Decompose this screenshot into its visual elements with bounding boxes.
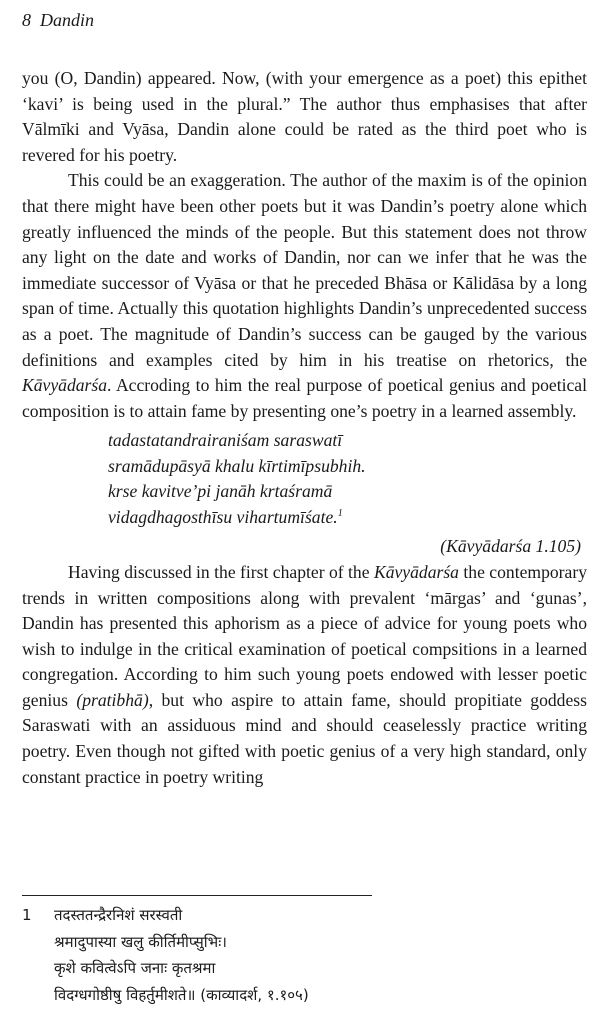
paragraph-3-text-c: , but who aspire to attain fame, should propitiate goddess Saraswati with an assiduous mind and should ceaselessly practice writing poetry. Even though not gifted with poetic genius of a very high standard, only constant practice in poetry writing — [22, 689, 587, 787]
verse-line-2: sramādupāsyā khalu kīrtimīpsubhih. — [108, 455, 366, 476]
pratibha-term: (pratibhā) — [76, 689, 149, 710]
page-number: 8 — [22, 10, 31, 30]
verse-line-3: krse kavitve’pi janāh krtaśramā — [108, 481, 333, 502]
paragraph-1: you (O, Dandin) appeared. Now, (with your emergence as a poet) this epithet ‘kavi’ is being used in the plural.” The author thus emphasises that after Vālmīki and Vyāsa, Dandin alone could be rated as the third poet who is revered for his poetry. — [22, 68, 587, 165]
paragraph-3 — [22, 560, 587, 790]
paragraph-2-text: This could be an exaggeration. The author of the maxim is of the opinion that there might have been other poets but it was Dandin’s poetry alone which greatly influenced the minds of the people. But this statement does not throw any light on the date and works of Dandin, nor can we infer that he was the immediate successor of Vyāsa or that he preceded Bhāsa or Kālidāsa by a long span of time. Actually this quotation highlights Dandin’s unprecedented success as a poet. The magnitude of Dandin’s success can be gauged by the various definitions and examples cited by him in his treatise on rhetorics, the — [22, 170, 587, 370]
footnote-line-3: कृशे कवित्वेऽपि जनाः कृतश्रमा — [54, 959, 216, 977]
paragraph-3-text-b: the contemporary trends in written compositions along with prevalent ‘mārgas’ and ‘gunas’, Dandin has presented this aphorism as a piece of advice for young poets who wish to indulge in the critical examination of poetical compsitions in a learned congregation. According to him such young poets endowed with lesser poetic genius — [22, 561, 587, 710]
paragraph-2-end: . Accroding to him the real purpose of poetical genius and poetical composition is to attain fame by presenting one’s poetry in a learned assembly. — [22, 375, 587, 421]
footnote-line-1: तदस्ततन्द्रैरनिशं सरस्वती — [54, 906, 183, 924]
work-title: Kāvyādarśa — [373, 561, 459, 582]
footnote-line-2: श्रमादुपास्या खलु कीर्तिमीप्सुभिः। — [54, 932, 227, 951]
verse-line-1: tadastatandrairaniśam saraswatī — [108, 430, 343, 451]
sanskrit-verse — [108, 428, 587, 530]
footnote — [22, 902, 309, 1008]
work-title: Kāvyādarśa — [22, 375, 108, 396]
footnote-number: 1 — [22, 906, 32, 924]
paragraph-3-text-a: Having discussed in the first chapter of the — [68, 561, 374, 582]
main-text — [22, 66, 587, 790]
footnote-marker: 1 — [337, 507, 343, 519]
verse-citation: (Kāvyādarśa 1.105) — [440, 536, 581, 557]
running-title: Dandin — [40, 10, 94, 30]
verse-line-4 — [108, 505, 587, 531]
paragraph-2 — [22, 168, 587, 424]
footnote-divider — [22, 895, 372, 896]
verse-line-4-text: vidagdhagosthīsu vihartumīśate. — [108, 506, 338, 527]
footnote-line-4: विदग्धगोष्ठीषु विहर्तुमीशते॥ (काव्यादर्श, १.१०५) — [54, 985, 309, 1004]
running-header — [22, 10, 94, 31]
